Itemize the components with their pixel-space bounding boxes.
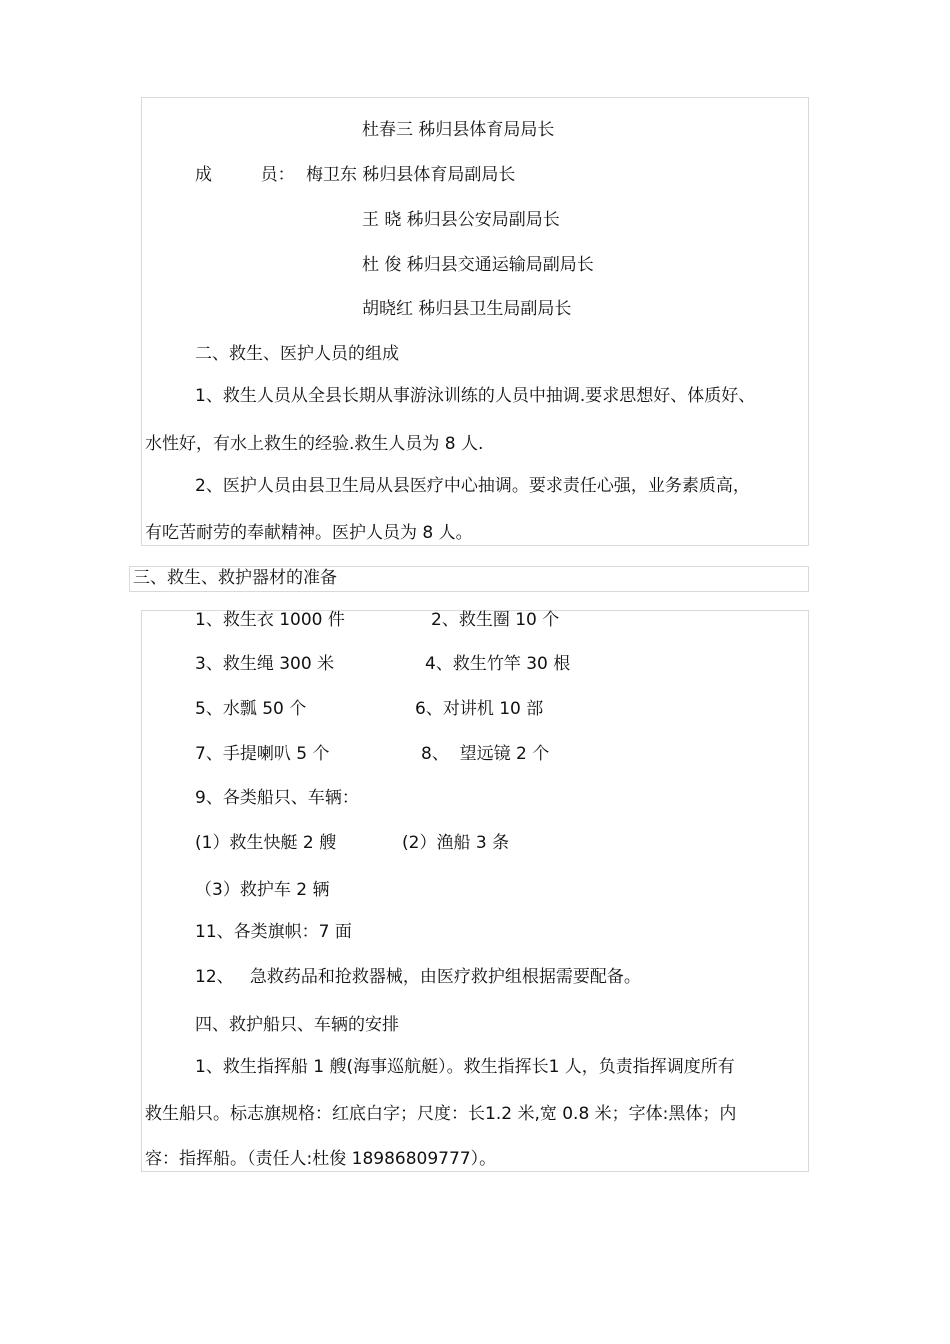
member-line: 杜 俊 秭归县交通运输局副局长	[362, 255, 594, 275]
equipment-item: 5、水瓢 50 个	[195, 699, 307, 719]
item-9: 9、各类船只、车辆：	[195, 788, 359, 808]
paragraph-line: 2、医护人员由县卫生局从县医疗中心抽调。要求责任心强，业务素质高，	[195, 476, 750, 496]
members-label: 成 员：	[195, 165, 295, 185]
item-9-sub: (1）救生快艇 2 艘	[195, 833, 337, 853]
paragraph-line: 救生船只。标志旗规格：红底白字；尺度：长1.2 米,宽 0.8 米；字体:黑体；内	[145, 1104, 737, 1124]
equipment-item: 8、 望远镜 2 个	[421, 744, 550, 764]
item-12: 12、 急救药品和抢救器械，由医疗救护组根据需要配备。	[195, 967, 641, 987]
item-11: 11、各类旗帜：7 面	[195, 922, 352, 942]
item-9-sub: (2）渔船 3 条	[402, 833, 510, 853]
equipment-item: 2、救生圈 10 个	[431, 610, 560, 630]
equipment-item: 4、救生竹竿 30 根	[425, 654, 571, 674]
paragraph-line: 1、救生人员从全县长期从事游泳训练的人员中抽调.要求思想好、体质好、	[195, 386, 756, 406]
equipment-item: 3、救生绳 300 米	[195, 654, 335, 674]
section-heading-4: 四、救护船只、车辆的安排	[195, 1015, 399, 1035]
section-heading-3: 三、救生、救护器材的准备	[133, 568, 337, 588]
member-line: 胡晓红 秭归县卫生局副局长	[362, 299, 572, 319]
paragraph-line: 1、救生指挥船 1 艘(海事巡航艇）。救生指挥长1 人，负责指挥调度所有	[195, 1057, 735, 1077]
item-9-sub: （3）救护车 2 辆	[195, 880, 330, 900]
member-line: 梅卫东 秭归县体育局副局长	[306, 165, 516, 185]
equipment-item: 7、手提喇叭 5 个	[195, 744, 330, 764]
section-heading-2: 二、救生、医护人员的组成	[195, 344, 399, 364]
equipment-item: 6、对讲机 10 部	[415, 699, 544, 719]
member-line: 王 晓 秭归县公安局副局长	[362, 210, 560, 230]
paragraph-line: 容：指挥船。（责任人:杜俊 18986809777）。	[145, 1149, 497, 1169]
paragraph-line: 有吃苦耐劳的奉献精神。医护人员为 8 人。	[145, 523, 473, 543]
paragraph-line: 水性好，有水上救生的经验.救生人员为 8 人.	[145, 434, 484, 454]
leader-line: 杜春三 秭归县体育局局长	[362, 120, 555, 140]
equipment-item: 1、救生衣 1000 件	[195, 610, 345, 630]
